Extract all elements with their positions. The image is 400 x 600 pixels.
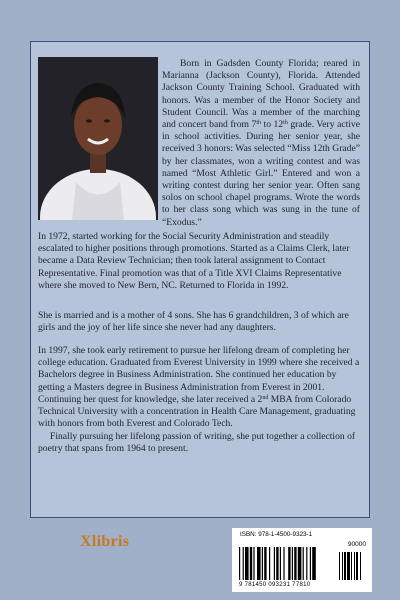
bio-paragraph-career: In 1972, started working for the Social Security Administration and steadily escalated to higher positions through promotions. Started as a Claims Clerk, later became a Data Review Technician; then took lateral assignment to Contact Representative. Final promotion was that of a Title XVI Claims Representative where she moved to New Bern, NC. Returned to Florida in 1992. (38, 231, 350, 291)
barcode-box (232, 528, 372, 592)
author-photo (38, 57, 158, 220)
bio-paragraph-early-life: Born in Gadsden County Florida; reared in Marianna (Jackson County), Florida. Attended Jackson County Training School. Graduated with honors. Was a member of the Honor Society and Student Council. Was a member of the marching and concert band from 7th to 12th grade. Very active in school activities. During her senior year, she received 3 honors: Was selected “Miss 12th Grade” by her classmates, won a writing contest and was named “Most Athletic Girl.” Entered and won a writing contest during her senior year. Often sang solos on school chapel programs. Wrote the words to her class song which was sung in the tune of “Exodus.” (162, 58, 360, 228)
publisher-logo: Xlibris (80, 533, 130, 550)
bio-paragraph-family: She is married and is a mother of 4 sons. She has 6 grandchildren, 3 of which are girls and the joy of her life since she never had any daughters. (38, 310, 349, 334)
price-code: 90000 (347, 541, 366, 548)
barcode-digits: 9 781450 093231 77810 (239, 582, 311, 588)
isbn-label: ISBN: 978-1-4500-9323-1 (240, 531, 313, 538)
barcode-bars (239, 547, 365, 580)
bio-paragraph-writing: Finally pursuing her lifelong passion of writing, she put together a collection of poetry that spans from 1964 to present. (38, 431, 356, 455)
bio-paragraph-education: In 1997, she took early retirement to pursue her lifelong dream of completing her college education. Graduated from Everest University in 1999 where she received a Bachelors degree in Business Administration. She continued her education by getting a Masters degree in Business Administration from Everest in 2001. Continuing her quest for knowledge, she later received a 2nd MBA from Colorado Technical University with a concentration in Health Care Management, graduating with honors from both Everest and Colorado Tech. (38, 345, 360, 430)
